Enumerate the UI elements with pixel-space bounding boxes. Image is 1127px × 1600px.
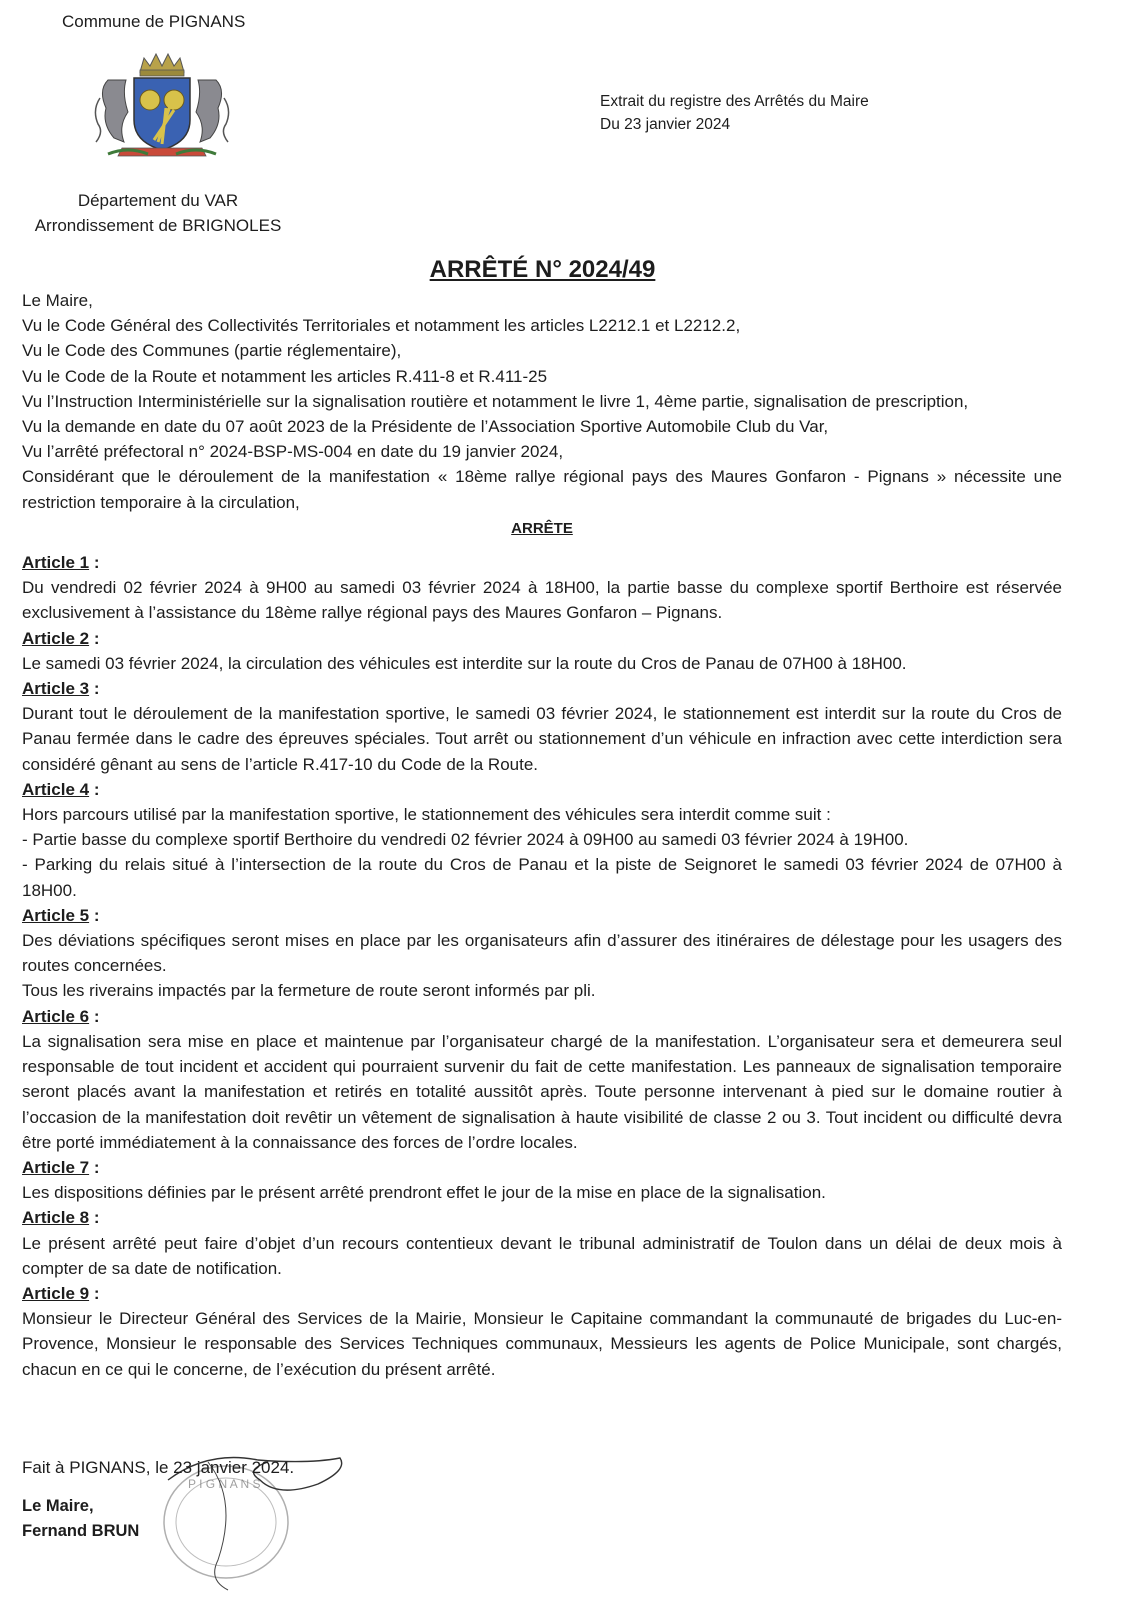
preamble-line: Le Maire, bbox=[22, 291, 93, 310]
article-text: Tous les riverains impactés par la fermeture de route seront informés par pli. bbox=[22, 981, 596, 1001]
signatory-name: Fernand BRUN bbox=[22, 1522, 140, 1540]
article-text: Des déviations spécifiques seront mises en place par les organisateurs afin d’assurer des itinéraires de délestage pour les usagers des routes concernées. bbox=[22, 931, 1062, 976]
article-text: Le samedi 03 février 2024, la circulation des véhicules est interdite sur la route du Cros de Panau de 07H00 à 18H00. bbox=[22, 653, 907, 673]
svg-text:P I G N A N S: P I G N A N S bbox=[188, 1477, 261, 1491]
article-5: Article 5 : Des déviations spécifiques seront mises en place par les organisateurs afin d’assurer des itinéraires de délestage pour les usagers des routes concernées. Tous les riverains impactés par la fermeture de route seront informés par pli. bbox=[22, 903, 1062, 1004]
signature-block bbox=[22, 1494, 139, 1544]
article-heading: Article 7 bbox=[22, 1157, 90, 1177]
article-text: Le présent arrêté peut faire d’objet d’un recours contentieux devant le tribunal administratif de Toulon dans un délai de deux mois à compter de sa date de notification. bbox=[22, 1233, 1062, 1278]
article-text: Hors parcours utilisé par la manifestation sportive, le stationnement des véhicules sera interdit comme suit : bbox=[22, 805, 831, 825]
commune-name: Commune de PIGNANS bbox=[62, 12, 246, 31]
department-block bbox=[28, 188, 288, 238]
article-text: - Parking du relais situé à l’intersection de la route du Cros de Panau et la piste de Seignoret le samedi 03 février 2024 de 07H00 à 18H00. bbox=[22, 855, 1062, 900]
arrete-heading: ARRÊTE bbox=[511, 519, 573, 537]
preamble-line: Considérant que le déroulement de la manifestation « 18ème rallye régional pays des Maures Gonfaron - Pignans » nécessite une restriction temporaire à la circulation, bbox=[22, 467, 1062, 512]
signed-place-date: Fait à PIGNANS, le 23 janvier 2024. bbox=[22, 1458, 295, 1477]
article-heading: Article 1 bbox=[22, 553, 90, 573]
article-text: - Partie basse du complexe sportif Berthoire du vendredi 02 février 2024 à 09H00 au samedi 03 février 2024 à 19H00. bbox=[22, 830, 909, 850]
article-heading: Article 8 bbox=[22, 1208, 90, 1228]
extract-line-1: Extrait du registre des Arrêtés du Maire bbox=[600, 93, 869, 110]
preamble-line: Vu le Code des Communes (partie réglementaire), bbox=[22, 341, 402, 361]
article-heading: Article 4 bbox=[22, 779, 90, 799]
preamble-line: Vu le Code Général des Collectivités Territoriales et notamment les articles L2212.1 et L2212.2, bbox=[22, 316, 741, 336]
article-8: Article 8 : Le présent arrêté peut faire d’objet d’un recours contentieux devant le tribunal administratif de Toulon dans un délai de deux mois à compter de sa date de notification. bbox=[22, 1205, 1062, 1281]
article-text: Du vendredi 02 février 2024 à 9H00 au samedi 03 février 2024 à 18H00, la partie basse du complexe sportif Berthoire est réservée exclusivement à l’assistance du 18ème rallye régional pays des Maures Gonfaron – Pignans. bbox=[22, 578, 1062, 623]
preamble-line: Vu le Code de la Route et notamment les articles R.411-8 et R.411-25 bbox=[22, 366, 548, 386]
document-body bbox=[22, 288, 1062, 1382]
preamble-line: Vu la demande en date du 07 août 2023 de la Présidente de l’Association Sportive Automobile Club du Var, bbox=[22, 417, 829, 437]
article-heading: Article 6 bbox=[22, 1006, 90, 1026]
article-heading: Article 5 bbox=[22, 905, 90, 925]
article-text: Les dispositions définies par le présent arrêté prendront effet le jour de la mise en place de la signalisation. bbox=[22, 1183, 826, 1203]
preamble bbox=[22, 288, 1062, 515]
preamble-line: Vu l’arrêté préfectoral n° 2024-BSP-MS-004 en date du 19 janvier 2024, bbox=[22, 442, 564, 462]
article-text: La signalisation sera mise en place et maintenue par l’organisateur chargé de la manifestation. L’organisateur sera et demeurera seul responsable de tout incident et accident qui pourraient survenir du fait de cette manifestation. Les panneaux de signalisation temporaire seront placés avant la manifestation et retirés en totalité aussitôt après. Toute personne intervenant à pied sur le domaine routier à l’occasion de la manifestation doit revêtir un vêtement de signalisation à haute visibilité de classe 2 ou 3. Tout incident ou difficulté devra être porté immédiatement à la connaissance des forces de l’ordre locales. bbox=[22, 1031, 1062, 1152]
article-6: Article 6 : La signalisation sera mise en place et maintenue par l’organisateur chargé de la manifestation. L’organisateur sera et demeurera seul responsable de tout incident et accident qui pourraient survenir du fait de cette manifestation. Les panneaux de signalisation temporaire seront placés avant la manifestation et retirés en totalité aussitôt après. Toute personne intervenant à pied sur le domaine routier à l’occasion de la manifestation doit revêtir un vêtement de signalisation à haute visibilité de classe 2 ou 3. Tout incident ou difficulté devra être porté immédiatement à la connaissance des forces de l’ordre locales. bbox=[22, 1004, 1062, 1155]
signatory-title: Le Maire, bbox=[22, 1497, 94, 1515]
arrondissement-line: Arrondissement de BRIGNOLES bbox=[34, 216, 282, 235]
article-heading: Article 3 bbox=[22, 679, 90, 699]
article-2: Article 2 : Le samedi 03 février 2024, la circulation des véhicules est interdite sur la route du Cros de Panau de 07H00 à 18H00. bbox=[22, 626, 1062, 676]
coat-of-arms-logo bbox=[88, 50, 236, 160]
extract-date: Du 23 janvier 2024 bbox=[600, 116, 731, 133]
article-1: Article 1 : Du vendredi 02 février 2024 à 9H00 au samedi 03 février 2024 à 18H00, la partie basse du complexe sportif Berthoire est réservée exclusivement à l’assistance du 18ème rallye régional pays des Maures Gonfaron – Pignans. bbox=[22, 550, 1062, 626]
preamble-line: Vu l’Instruction Interministérielle sur la signalisation routière et notamment le livre 1, 4ème partie, signalisation de prescription, bbox=[22, 391, 969, 411]
article-7: Article 7 : Les dispositions définies par le présent arrêté prendront effet le jour de la mise en place de la signalisation. bbox=[22, 1155, 1062, 1205]
article-heading: Article 2 bbox=[22, 628, 90, 648]
article-heading: Article 9 bbox=[22, 1283, 90, 1303]
article-3: Article 3 : Durant tout le déroulement de la manifestation sportive, le samedi 03 février 2024, le stationnement est interdit sur la route du Cros de Panau fermée dans le cadre des épreuves spéciales. Tout arrêt ou stationnement d’un véhicule en infraction avec cette interdiction sera considéré gênant au sens de l’article R.417-10 du Code de la Route. bbox=[22, 676, 1062, 777]
article-9: Article 9 : Monsieur le Directeur Général des Services de la Mairie, Monsieur le Capitaine commandant la communauté de brigades du Luc-en-Provence, Monsieur le responsable des Services Techniques communaux, Messieurs les agents de Police Municipale, sont chargés, chacun en ce qui le concerne, de l’exécution du présent arrêté. bbox=[22, 1281, 1062, 1382]
article-text: Monsieur le Directeur Général des Services de la Mairie, Monsieur le Capitaine commandant la communauté de brigades du Luc-en-Provence, Monsieur le responsable des Services Techniques communaux, Messieurs les agents de Police Municipale, sont chargés, chacun en ce qui le concerne, de l’exécution du présent arrêté. bbox=[22, 1309, 1062, 1379]
article-4: Article 4 : Hors parcours utilisé par la manifestation sportive, le stationnement des véhicules sera interdit comme suit : - Partie basse du complexe sportif Berthoire du vendredi 02 février 2024 à 09H00 au samedi 03 février 2024 à 19H00. - Parking du relais situé à l’intersection de la route du Cros de Panau et la piste de Seignoret le samedi 03 février 2024 de 07H00 à 18H00. bbox=[22, 777, 1062, 903]
department-line: Département du VAR bbox=[77, 191, 239, 210]
article-text: Durant tout le déroulement de la manifestation sportive, le samedi 03 février 2024, le stationnement est interdit sur la route du Cros de Panau fermée dans le cadre des épreuves spéciales. Tout arrêt ou stationnement d’un véhicule en infraction avec cette interdiction sera considéré gênant au sens de l’article R.417-10 du Code de la Route. bbox=[22, 704, 1062, 774]
document-title: ARRÊTÉ N° 2024/49 bbox=[429, 256, 656, 283]
register-extract bbox=[600, 90, 869, 136]
